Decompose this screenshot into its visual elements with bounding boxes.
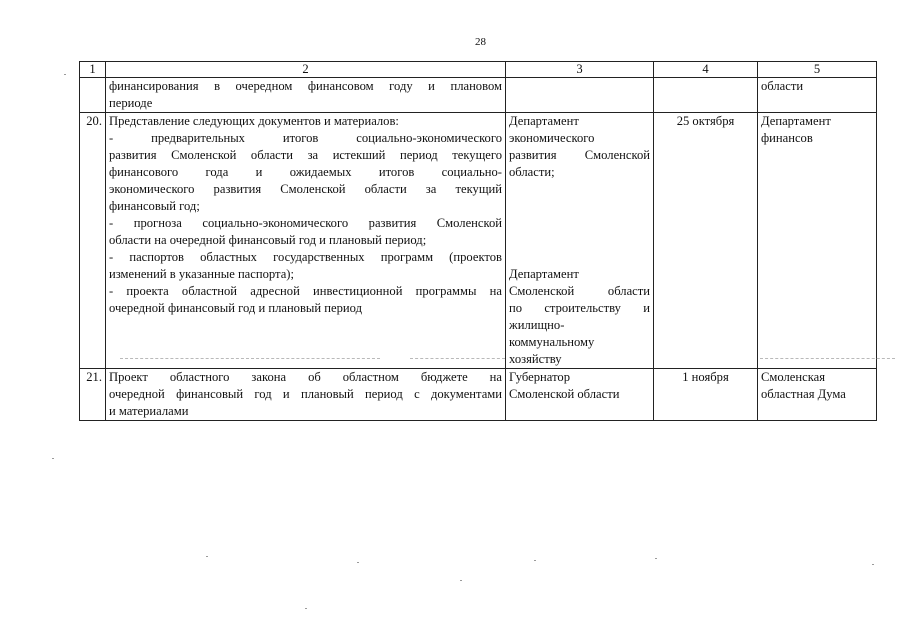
row-description — [106, 369, 506, 421]
scan-speck — [52, 458, 54, 459]
description-line: очередной финансовый год и плановый период — [109, 301, 362, 315]
table-row-20 — [80, 113, 877, 369]
responsible-line: хозяйству — [509, 352, 562, 366]
recipient-line: области — [761, 79, 804, 93]
description-line: - паспортов областных государственных программ (проектов — [109, 250, 502, 264]
row-number: 20. — [80, 113, 106, 369]
column-header-3: 3 — [506, 62, 654, 78]
scan-speck — [460, 580, 462, 581]
row-responsible — [506, 78, 654, 113]
schedule-table — [79, 61, 877, 421]
row-deadline — [654, 78, 758, 113]
description-line: области на очередной финансовый год и плановый период; — [109, 233, 427, 247]
description-line: Проект областного закона об областном бюджете на — [109, 370, 502, 384]
row-deadline: 1 ноября — [654, 369, 758, 421]
row-responsible — [506, 113, 654, 369]
table-row-21 — [80, 369, 877, 421]
description-line: - предварительных итогов социально-экономического — [109, 131, 502, 145]
scan-speck — [534, 560, 536, 561]
responsible-line: Губернатор — [509, 370, 570, 384]
responsible-line: коммунальному — [509, 335, 595, 349]
column-header-2: 2 — [106, 62, 506, 78]
row-recipient — [758, 113, 877, 369]
description-line: очередной финансовый год и плановый период с документами — [109, 387, 502, 401]
row-recipient — [758, 78, 877, 113]
description-line: изменений в указанные паспорта); — [109, 267, 294, 281]
recipient-line: финансов — [761, 131, 813, 145]
row-deadline: 25 октября — [654, 113, 758, 369]
description-line: Представление следующих документов и материалов: — [109, 114, 399, 128]
responsible-line: Смоленской области — [509, 284, 650, 298]
scan-speck — [64, 74, 66, 75]
recipient-line: областная Дума — [761, 387, 846, 401]
column-header-5: 5 — [758, 62, 877, 78]
responsible-line: Департамент — [509, 267, 579, 281]
description-line: финансовый год; — [109, 199, 200, 213]
row-number: 21. — [80, 369, 106, 421]
description-line: развития Смоленской области за истекший период текущего — [109, 148, 502, 162]
row-description — [106, 78, 506, 113]
description-line: экономического развития Смоленской области за текущий — [109, 182, 502, 196]
scan-artifact-line — [410, 358, 505, 359]
description-line: и материалами — [109, 404, 189, 418]
responsible-line: развития Смоленской — [509, 148, 650, 162]
recipient-line: Смоленская — [761, 370, 826, 384]
description-line: финансового года и ожидаемых итогов социально- — [109, 165, 502, 179]
column-header-1: 1 — [80, 62, 106, 78]
column-header-4: 4 — [654, 62, 758, 78]
responsible-line: по строительству и — [509, 301, 650, 315]
header-row — [80, 62, 877, 78]
scan-artifact-line — [120, 358, 380, 359]
responsible-line: жилищно- — [509, 318, 565, 332]
responsible-line: экономического — [509, 131, 595, 145]
scan-speck — [655, 558, 657, 559]
row-responsible — [506, 369, 654, 421]
row-recipient — [758, 369, 877, 421]
responsible-line: Департамент — [509, 114, 579, 128]
page-number: 28 — [475, 36, 486, 48]
responsible-line: Смоленской области — [509, 387, 620, 401]
scan-speck — [206, 556, 208, 557]
description-line: - проекта областной адресной инвестиционной программы на — [109, 284, 502, 298]
scan-speck — [872, 564, 874, 565]
scan-artifact-line — [760, 358, 895, 359]
row-description — [106, 113, 506, 369]
row-number — [80, 78, 106, 113]
responsible-line: области; — [509, 165, 555, 179]
table-row-continuation — [80, 78, 877, 113]
scan-speck — [305, 608, 307, 609]
recipient-line: Департамент — [761, 114, 831, 128]
description-line: финансирования в очередном финансовом году и плановом — [109, 79, 502, 93]
description-line: - прогноза социально-экономического развития Смоленской — [109, 216, 502, 230]
description-line: периоде — [109, 96, 153, 110]
scan-speck — [357, 562, 359, 563]
